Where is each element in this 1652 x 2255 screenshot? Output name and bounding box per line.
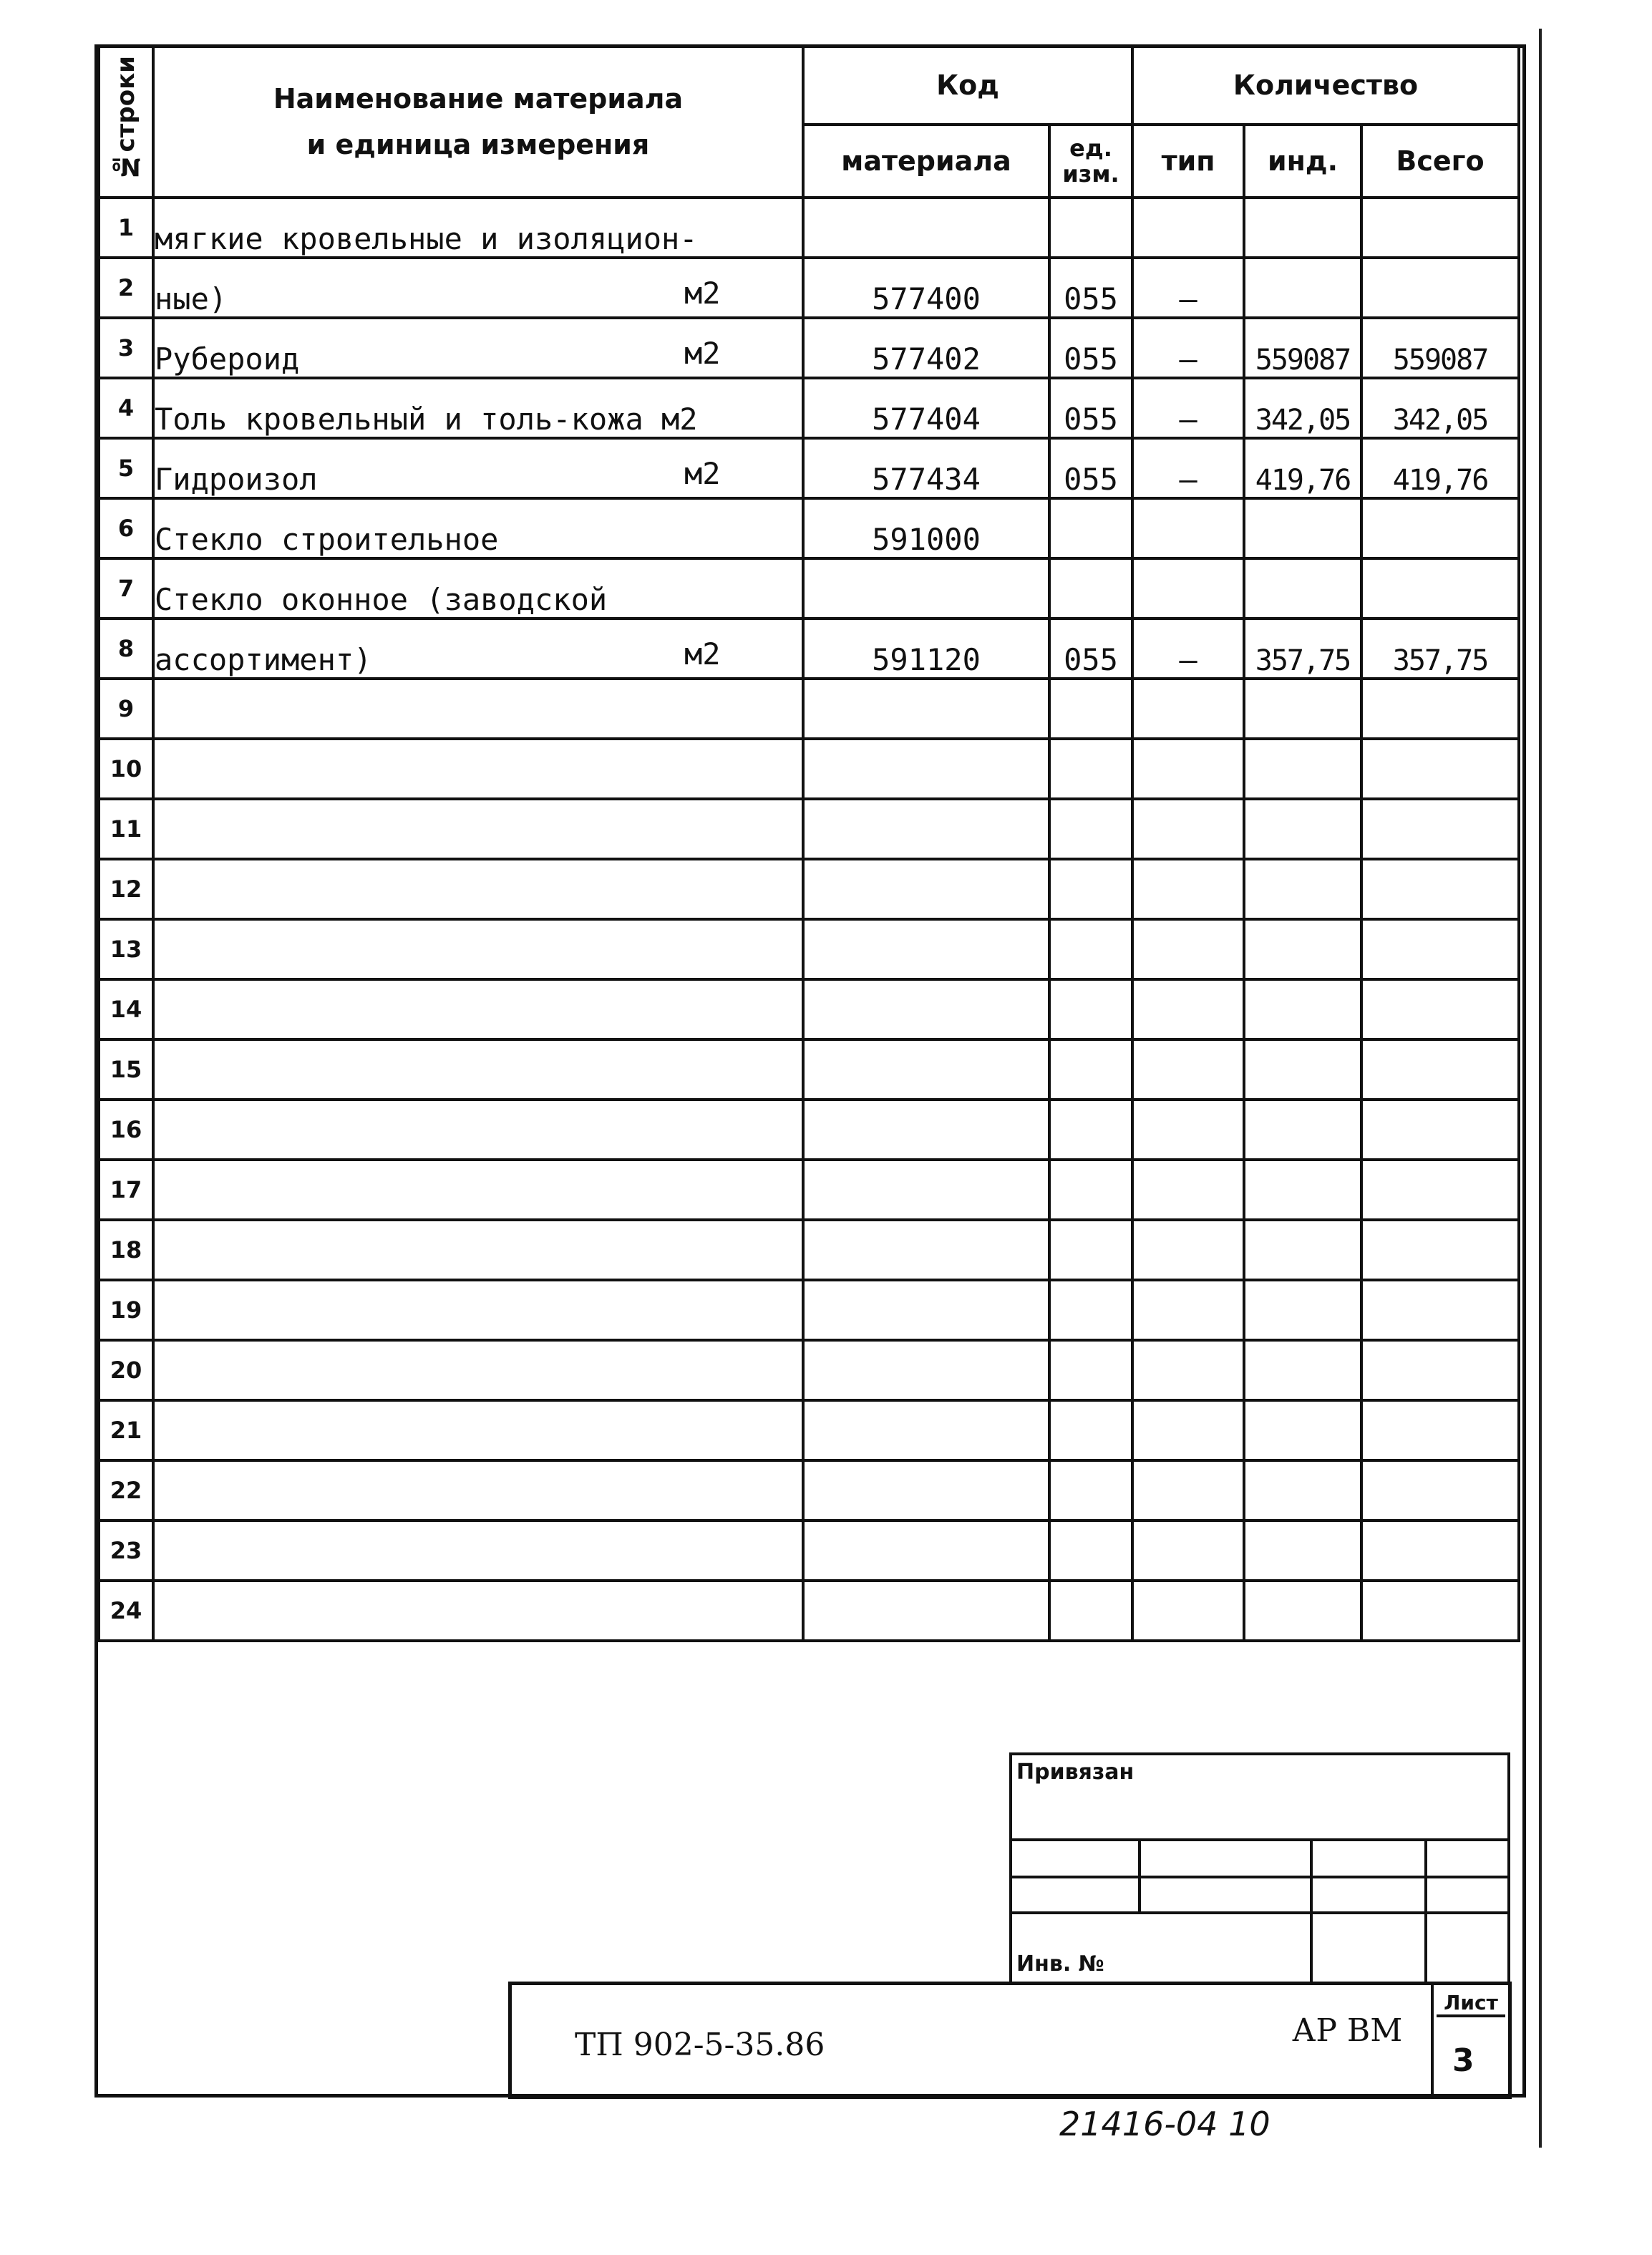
qty-total <box>1361 679 1519 739</box>
material-code <box>803 919 1049 979</box>
qty-ind <box>1244 1160 1361 1220</box>
name-header-line1: Наименование материала <box>273 83 684 115</box>
qty-total-text: 357,75 <box>1392 644 1488 677</box>
material-code <box>803 979 1049 1039</box>
material-name <box>153 799 803 859</box>
qty-total <box>1361 1160 1519 1220</box>
unit-code-text: 055 <box>1064 462 1118 497</box>
qty-tip-text: – <box>1179 402 1197 437</box>
row-number <box>99 558 153 619</box>
row-number <box>99 859 153 919</box>
row-number-text: 5 <box>117 455 135 482</box>
row-number <box>99 1460 153 1521</box>
stamp-cell <box>1310 1876 1427 1914</box>
unit-code <box>1049 1460 1132 1521</box>
qty-total <box>1361 378 1519 438</box>
table-row <box>99 1039 1519 1100</box>
material-code <box>803 1340 1049 1400</box>
unit-code <box>1049 679 1132 739</box>
unit-code <box>1049 799 1132 859</box>
material-code <box>803 498 1049 558</box>
unit-code <box>1049 1160 1132 1220</box>
stamp-cell <box>1424 1876 1510 1914</box>
table-row <box>99 318 1519 378</box>
unit-code <box>1049 619 1132 679</box>
qty-tip <box>1132 1521 1244 1581</box>
material-code <box>803 1280 1049 1340</box>
qty-group-header: Количество <box>1132 46 1519 125</box>
unit-header: ед. изм. <box>1049 125 1132 198</box>
unit-code <box>1049 979 1132 1039</box>
row-number <box>99 498 153 558</box>
material-name <box>153 679 803 739</box>
material-code <box>803 1100 1049 1160</box>
table-row <box>99 1460 1519 1521</box>
material-code <box>803 1400 1049 1460</box>
material-name <box>153 1400 803 1460</box>
row-number <box>99 619 153 679</box>
table-row <box>99 1280 1519 1340</box>
unit-code <box>1049 859 1132 919</box>
qty-tip <box>1132 1400 1244 1460</box>
material-name <box>153 1160 803 1220</box>
material-code <box>803 679 1049 739</box>
material-name-text: Стекло оконное (заводской <box>155 582 608 617</box>
material-code-header: материала <box>803 125 1049 198</box>
bound-label: Привязан <box>1016 1760 1134 1785</box>
qty-tip <box>1132 859 1244 919</box>
qty-tip <box>1132 198 1244 258</box>
qty-total <box>1361 1581 1519 1641</box>
table-row <box>99 1100 1519 1160</box>
material-code-text: 577400 <box>872 281 981 316</box>
qty-ind <box>1244 498 1361 558</box>
table-row <box>99 919 1519 979</box>
unit-code <box>1049 198 1132 258</box>
material-name <box>153 1220 803 1280</box>
table-row <box>99 198 1519 258</box>
material-code <box>803 799 1049 859</box>
qty-tip <box>1132 799 1244 859</box>
table-row <box>99 1220 1519 1280</box>
unit-code-text: 055 <box>1064 402 1118 437</box>
qty-ind <box>1244 378 1361 438</box>
row-number-text: 14 <box>110 996 142 1023</box>
row-number <box>99 799 153 859</box>
stamp-cell <box>1009 1876 1141 1914</box>
qty-tip-text: – <box>1179 462 1197 497</box>
title-block <box>508 1982 1512 2099</box>
material-name <box>153 1581 803 1641</box>
material-name-text: мягкие кровельные и изоляцион- <box>155 221 698 256</box>
stamp-cell <box>1009 1838 1141 1878</box>
qty-ind <box>1244 1280 1361 1340</box>
table-row <box>99 619 1519 679</box>
unit-label: м2 <box>684 456 721 491</box>
table-row <box>99 1160 1519 1220</box>
unit-label: м2 <box>684 276 721 311</box>
material-name-text: Гидроизол <box>155 462 318 497</box>
row-number-text: 4 <box>117 394 135 422</box>
archive-number: 21416-04 10 <box>1059 2105 1270 2143</box>
unit-code <box>1049 258 1132 318</box>
qty-tip <box>1132 919 1244 979</box>
qty-ind-text: 342,05 <box>1255 404 1351 437</box>
material-code <box>803 378 1049 438</box>
row-number-text: 17 <box>110 1176 142 1203</box>
unit-code <box>1049 558 1132 619</box>
qty-ind <box>1244 1400 1361 1460</box>
material-code <box>803 1521 1049 1581</box>
qty-total <box>1361 799 1519 859</box>
unit-code <box>1049 498 1132 558</box>
stamp-cell <box>1138 1876 1313 1914</box>
table-row <box>99 1400 1519 1460</box>
qty-ind <box>1244 799 1361 859</box>
unit-code <box>1049 318 1132 378</box>
material-code <box>803 859 1049 919</box>
unit-code <box>1049 1521 1132 1581</box>
qty-total <box>1361 558 1519 619</box>
qty-tip-text: – <box>1179 281 1197 316</box>
material-name <box>153 919 803 979</box>
qty-ind-text: 559087 <box>1255 344 1351 377</box>
qty-tip <box>1132 378 1244 438</box>
row-number <box>99 438 153 498</box>
qty-total <box>1361 1460 1519 1521</box>
qty-total <box>1361 1039 1519 1100</box>
qty-tip <box>1132 1280 1244 1340</box>
qty-total <box>1361 438 1519 498</box>
table-row <box>99 498 1519 558</box>
material-code <box>803 1039 1049 1100</box>
row-number-text: 12 <box>110 876 142 903</box>
qty-ind <box>1244 1340 1361 1400</box>
row-number <box>99 1160 153 1220</box>
qty-total <box>1361 859 1519 919</box>
material-name <box>153 1460 803 1521</box>
material-code <box>803 1581 1049 1641</box>
row-number <box>99 1280 153 1340</box>
tip-header: тип <box>1132 125 1244 198</box>
row-number-text: 6 <box>117 515 135 542</box>
total-header: Всего <box>1361 125 1519 198</box>
qty-tip <box>1132 318 1244 378</box>
qty-ind-text: 419,76 <box>1255 464 1351 497</box>
table-row <box>99 1521 1519 1581</box>
row-number <box>99 1100 153 1160</box>
qty-tip <box>1132 438 1244 498</box>
material-name <box>153 438 803 498</box>
material-code-text: 577402 <box>872 341 981 377</box>
row-number-text: 16 <box>110 1116 142 1143</box>
material-name <box>153 558 803 619</box>
row-number <box>99 318 153 378</box>
material-code <box>803 558 1049 619</box>
row-number <box>99 1581 153 1641</box>
unit-code <box>1049 919 1132 979</box>
qty-total <box>1361 318 1519 378</box>
row-number-text: 18 <box>110 1236 142 1264</box>
row-number <box>99 1220 153 1280</box>
row-number <box>99 198 153 258</box>
material-name-text: Стекло строительное <box>155 522 499 557</box>
qty-total <box>1361 1400 1519 1460</box>
material-code <box>803 198 1049 258</box>
row-number-text: 23 <box>110 1537 142 1564</box>
stamp-cell <box>1138 1838 1313 1878</box>
material-name <box>153 1039 803 1100</box>
material-code <box>803 1160 1049 1220</box>
qty-total <box>1361 1340 1519 1400</box>
qty-total <box>1361 498 1519 558</box>
material-name <box>153 1280 803 1340</box>
qty-total-text: 342,05 <box>1392 404 1488 437</box>
qty-ind <box>1244 679 1361 739</box>
unit-code <box>1049 1400 1132 1460</box>
unit-code <box>1049 1581 1132 1641</box>
qty-ind <box>1244 1581 1361 1641</box>
material-code <box>803 619 1049 679</box>
qty-tip <box>1132 739 1244 799</box>
row-number-header: №строки <box>99 46 153 198</box>
qty-total <box>1361 919 1519 979</box>
material-code <box>803 318 1049 378</box>
row-number-text: 7 <box>117 575 135 602</box>
material-name <box>153 498 803 558</box>
row-number-text: 2 <box>117 274 135 301</box>
row-number <box>99 979 153 1039</box>
qty-total <box>1361 258 1519 318</box>
row-number-text: 20 <box>110 1357 142 1384</box>
row-number <box>99 1521 153 1581</box>
stamp-cell <box>1424 1911 1510 1984</box>
qty-total <box>1361 1521 1519 1581</box>
material-name <box>153 258 803 318</box>
unit-code <box>1049 1340 1132 1400</box>
material-name-text: Рубероид <box>155 341 300 377</box>
row-number-text: 19 <box>110 1296 142 1324</box>
row-number-text: 1 <box>117 214 135 241</box>
material-code <box>803 739 1049 799</box>
qty-ind <box>1244 919 1361 979</box>
qty-ind <box>1244 1100 1361 1160</box>
unit-code <box>1049 438 1132 498</box>
qty-ind <box>1244 1220 1361 1280</box>
code-group-header: Код <box>803 46 1132 125</box>
unit-label: м2 <box>684 336 721 371</box>
qty-ind <box>1244 1039 1361 1100</box>
material-name <box>153 1521 803 1581</box>
sheet-label: Лист <box>1437 1991 1505 2017</box>
row-number-text: 21 <box>110 1417 142 1444</box>
row-number <box>99 1340 153 1400</box>
qty-ind <box>1244 739 1361 799</box>
table-row <box>99 859 1519 919</box>
row-number <box>99 378 153 438</box>
qty-total-text: 559087 <box>1392 344 1488 377</box>
row-number <box>99 1039 153 1100</box>
page-edge-line <box>1539 29 1542 2148</box>
row-number-text: 3 <box>117 334 135 362</box>
unit-code <box>1049 1220 1132 1280</box>
qty-tip <box>1132 1039 1244 1100</box>
unit-label: м2 <box>684 636 721 671</box>
row-number-text: 10 <box>110 755 142 782</box>
material-name <box>153 198 803 258</box>
row-number <box>99 919 153 979</box>
material-code <box>803 1220 1049 1280</box>
row-number <box>99 1400 153 1460</box>
material-code-text: 577434 <box>872 462 981 497</box>
row-number-text: 8 <box>117 635 135 662</box>
unit-code <box>1049 1280 1132 1340</box>
qty-tip-text: – <box>1179 642 1197 677</box>
material-name <box>153 739 803 799</box>
table-row <box>99 558 1519 619</box>
material-code-text: 591120 <box>872 642 981 677</box>
qty-ind <box>1244 558 1361 619</box>
table-row <box>99 799 1519 859</box>
row-number-text: 22 <box>110 1477 142 1504</box>
qty-total <box>1361 198 1519 258</box>
name-header-line2: и единица измерения <box>306 129 650 160</box>
qty-ind <box>1244 979 1361 1039</box>
qty-tip <box>1132 498 1244 558</box>
table-row <box>99 679 1519 739</box>
material-code <box>803 438 1049 498</box>
unit-code <box>1049 1100 1132 1160</box>
unit-code <box>1049 1039 1132 1100</box>
material-name <box>153 318 803 378</box>
material-name <box>153 619 803 679</box>
material-name <box>153 1340 803 1400</box>
qty-tip <box>1132 619 1244 679</box>
row-number <box>99 679 153 739</box>
qty-tip <box>1132 1340 1244 1400</box>
qty-ind <box>1244 318 1361 378</box>
name-header <box>153 46 803 198</box>
unit-code <box>1049 739 1132 799</box>
qty-total <box>1361 1100 1519 1160</box>
document-code: АР ВМ <box>1292 2012 1403 2049</box>
qty-ind <box>1244 1521 1361 1581</box>
table-row <box>99 739 1519 799</box>
material-code <box>803 258 1049 318</box>
qty-ind <box>1244 198 1361 258</box>
table-row <box>99 1340 1519 1400</box>
row-number <box>99 739 153 799</box>
qty-ind-text: 357,75 <box>1255 644 1351 677</box>
row-number-text: 11 <box>110 815 142 843</box>
document-number: ТП 902-5-35.86 <box>575 2027 825 2063</box>
material-name <box>153 378 803 438</box>
material-code <box>803 1460 1049 1521</box>
row-number-text: 24 <box>110 1597 142 1624</box>
qty-tip-text: – <box>1179 341 1197 377</box>
unit-code <box>1049 378 1132 438</box>
qty-tip <box>1132 1220 1244 1280</box>
qty-tip <box>1132 1581 1244 1641</box>
material-name <box>153 1100 803 1160</box>
table-row <box>99 378 1519 438</box>
qty-tip <box>1132 558 1244 619</box>
row-number <box>99 258 153 318</box>
qty-total <box>1361 1220 1519 1280</box>
stamp-cell <box>1310 1911 1427 1984</box>
ind-header: инд. <box>1244 125 1361 198</box>
stamp-cell <box>1424 1838 1510 1878</box>
qty-tip <box>1132 258 1244 318</box>
qty-tip <box>1132 1160 1244 1220</box>
row-number-text: 9 <box>117 695 135 722</box>
qty-ind <box>1244 1460 1361 1521</box>
unit-code-text: 055 <box>1064 642 1118 677</box>
material-name <box>153 979 803 1039</box>
unit-code-text: 055 <box>1064 341 1118 377</box>
material-name-text: Толь кровельный и толь-кожа м2 <box>155 402 698 437</box>
qty-tip <box>1132 979 1244 1039</box>
qty-total <box>1361 619 1519 679</box>
table-row <box>99 258 1519 318</box>
qty-ind <box>1244 258 1361 318</box>
qty-tip <box>1132 679 1244 739</box>
table-row <box>99 979 1519 1039</box>
qty-total-text: 419,76 <box>1392 464 1488 497</box>
qty-total <box>1361 1280 1519 1340</box>
qty-tip <box>1132 1100 1244 1160</box>
qty-ind <box>1244 859 1361 919</box>
material-name <box>153 859 803 919</box>
unit-code-text: 055 <box>1064 281 1118 316</box>
qty-tip <box>1132 1460 1244 1521</box>
material-code-text: 591000 <box>872 522 981 557</box>
sheet-number: 3 <box>1452 2042 1474 2079</box>
row-number-text: 15 <box>110 1056 142 1083</box>
material-name-text: ные) <box>155 281 228 316</box>
qty-total <box>1361 739 1519 799</box>
stamp-cell <box>1310 1838 1427 1878</box>
qty-ind <box>1244 438 1361 498</box>
table-row <box>99 438 1519 498</box>
qty-total <box>1361 979 1519 1039</box>
sheet-number-box <box>1431 1985 1508 2095</box>
table-row <box>99 1581 1519 1641</box>
inv-label: Инв. № <box>1016 1951 1104 1977</box>
qty-ind <box>1244 619 1361 679</box>
row-number-text: 13 <box>110 936 142 963</box>
materials-table <box>97 44 1520 1642</box>
material-name-text: ассортимент) <box>155 642 372 677</box>
material-code-text: 577404 <box>872 402 981 437</box>
